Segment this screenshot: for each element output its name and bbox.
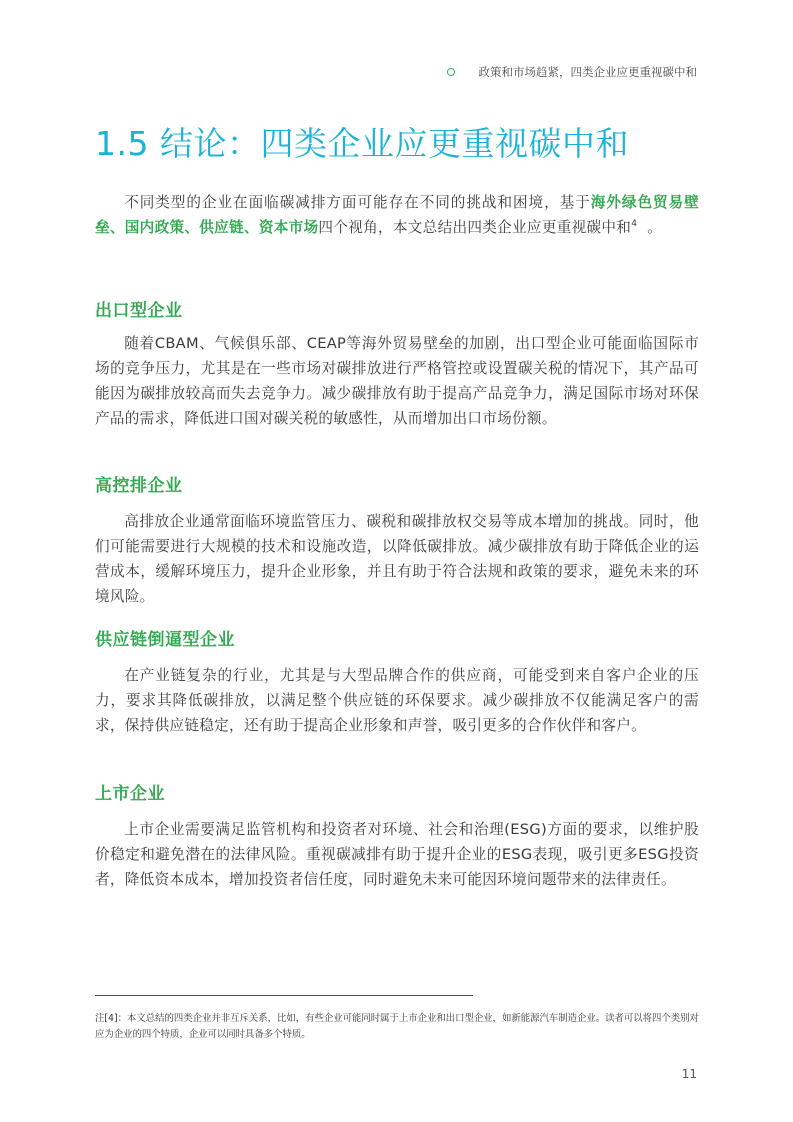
- intro-text-1: 不同类型的企业在面临碳减排方面可能存在不同的挑战和困境，基于: [124, 194, 591, 211]
- intro-paragraph: [95, 190, 699, 240]
- section-body-export: 随着CBAM、气候俱乐部、CEAP等海外贸易壁垒的加剧，出口型企业可能面临国际市场的竞争压力，尤其是在一些市场对碳排放进行严格管控或设置碳关税的情况下，其产品可能因为碳排放较高而失去竞争力。减少碳排放有助于提高产品竞争力，满足国际市场对环保产品的需求，降低进口国对碳关税的敏感性，从而增加出口市场份额。: [95, 335, 699, 427]
- page-title: 1.5 结论：四类企业应更重视碳中和: [95, 124, 629, 163]
- intro-highlight: 海外绿色贸易壁垒、国内政策、供应链、资本市场: [95, 194, 699, 236]
- footnote: 注[4]：本文总结的四类企业并非互斥关系，比如，有些企业可能同时属于上市企业和出口型企业，如新能源汽车制造企业。读者可以将四个类别对应为企业的四个特质，企业可以同时具备多个特质。: [95, 1013, 699, 1040]
- intro-text-3: 。: [647, 219, 663, 236]
- footnote-ref: 4: [631, 219, 638, 230]
- section-heading-listed: 上市企业: [95, 784, 165, 804]
- page-number: 11: [681, 1067, 697, 1081]
- circle-bullet-icon: [447, 68, 455, 76]
- section-heading-high-emission: 高控排企业: [95, 476, 183, 496]
- section-body-supply-chain: 在产业链复杂的行业，尤其是与大型品牌合作的供应商，可能受到来自客户企业的压力，要求其降低碳排放，以满足整个供应链的环保要求。减少碳排放不仅能满足客户的需求，保持供应链稳定，还有助于提高企业形象和声誉，吸引更多的合作伙伴和客户。: [95, 667, 699, 734]
- section-body-listed: 上市企业需要满足监管机构和投资者对环境、社会和治理(ESG)方面的要求，以维护股价稳定和避免潜在的法律风险。重视碳减排有助于提升企业的ESG表现，吸引更多ESG投资者，降低资本成本，增加投资者信任度，同时避免未来可能因环境问题带来的法律责任。: [95, 821, 699, 888]
- footnote-divider: [95, 995, 473, 996]
- section-heading-supply-chain: 供应链倒逼型企业: [95, 630, 235, 650]
- section-body-high-emission: 高排放企业通常面临环境监管压力、碳税和碳排放权交易等成本增加的挑战。同时，他们可能需要进行大规模的技术和设施改造，以降低碳排放。减少碳排放有助于降低企业的运营成本，缓解环境压力，提升企业形象，并且有助于符合法规和政策的要求，避免未来的环境风险。: [95, 513, 699, 605]
- running-header: [447, 64, 698, 80]
- intro-text-2: 四个视角，本文总结出四类企业应更重视碳中和: [318, 219, 632, 236]
- section-heading-export: 出口型企业: [95, 301, 183, 321]
- running-header-title: 政策和市场趋紧，四类企业应更重视碳中和: [478, 65, 697, 79]
